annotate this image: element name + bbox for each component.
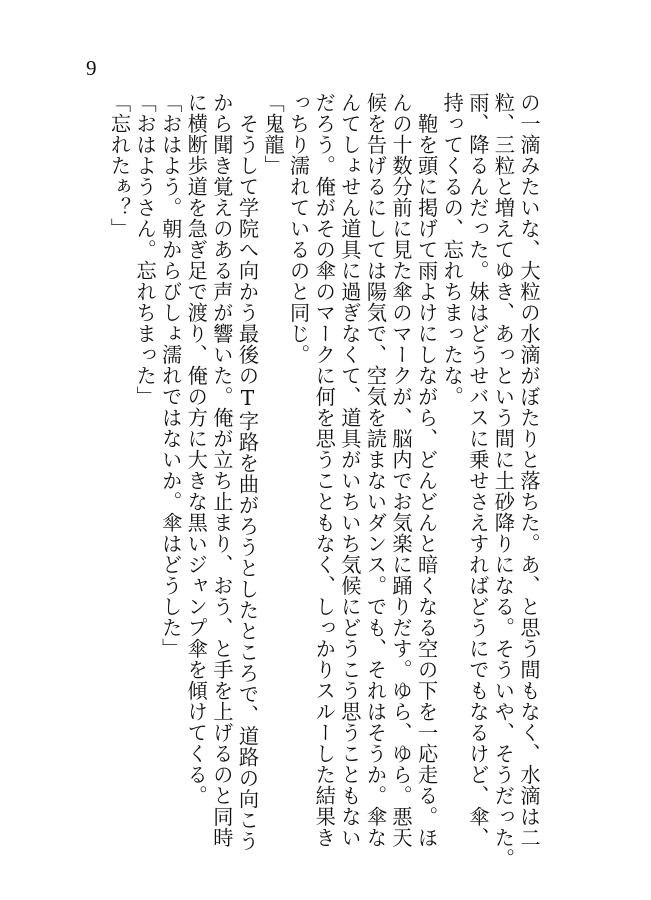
text-line: 粒、三粒と増えてゆき、あっという間に土砂降りになる。そういや、そうだった。 [491,92,516,869]
text-line: そうして学院へ向かう最後のT字路を曲がろうとしたところで、道路の向こう [235,92,260,852]
text-line: だろう。俺がその傘のマークに何を思うこともなく、しっかりスルーした結果き [312,92,337,848]
text-line: んの十数分前に見た傘のマークが、脳内でお気楽に踊りだす。ゆら、ゆら。悪天 [389,92,414,848]
page-number: 9 [86,56,97,80]
text-line: から聞き覚えのある声が響いた。俺が立ち止まり、おう、と手を上げるのと同時 [209,92,234,848]
text-line: 鞄を頭に掲げて雨よけにしながら、どんどんと暗くなる空の下を一応走る。ほ [414,92,439,848]
text-line: 雨、降るんだった。妹はどうせバスに乗せさえすればどうにでもなるけど、傘、 [465,92,490,848]
text-line: っちり濡れているのと同じ。 [286,92,311,365]
dialogue-line: 「鬼龍」 [261,92,286,176]
text-line: に横断歩道を急ぎ足で渡り、俺の方に大きな黒いジャンプ傘を傾けてくる。 [184,92,209,806]
text-line: 候を告げるにしては陽気で、空気を読まないダンス。でも、それはそうか。傘な [363,92,388,848]
dialogue-line: 「忘れたぁ？」 [107,92,132,239]
text-line: 持ってくるの、忘れちまったな。 [440,92,465,407]
text-line: の一滴みたいな、大粒の水滴がぼたりと落ちた。あ、と思う間もなく、水滴は二 [517,92,541,848]
body-text [106,92,541,869]
dialogue-line: 「おはよう。朝からびしょ濡れではないか。傘はどうした」 [158,92,183,659]
dialogue-line: 「おはようさん。忘れちまった」 [133,92,158,407]
text-line: んてしょせん道具に過ぎなくて、道具がいちいち気候にどうこう思うこともない [337,92,362,848]
